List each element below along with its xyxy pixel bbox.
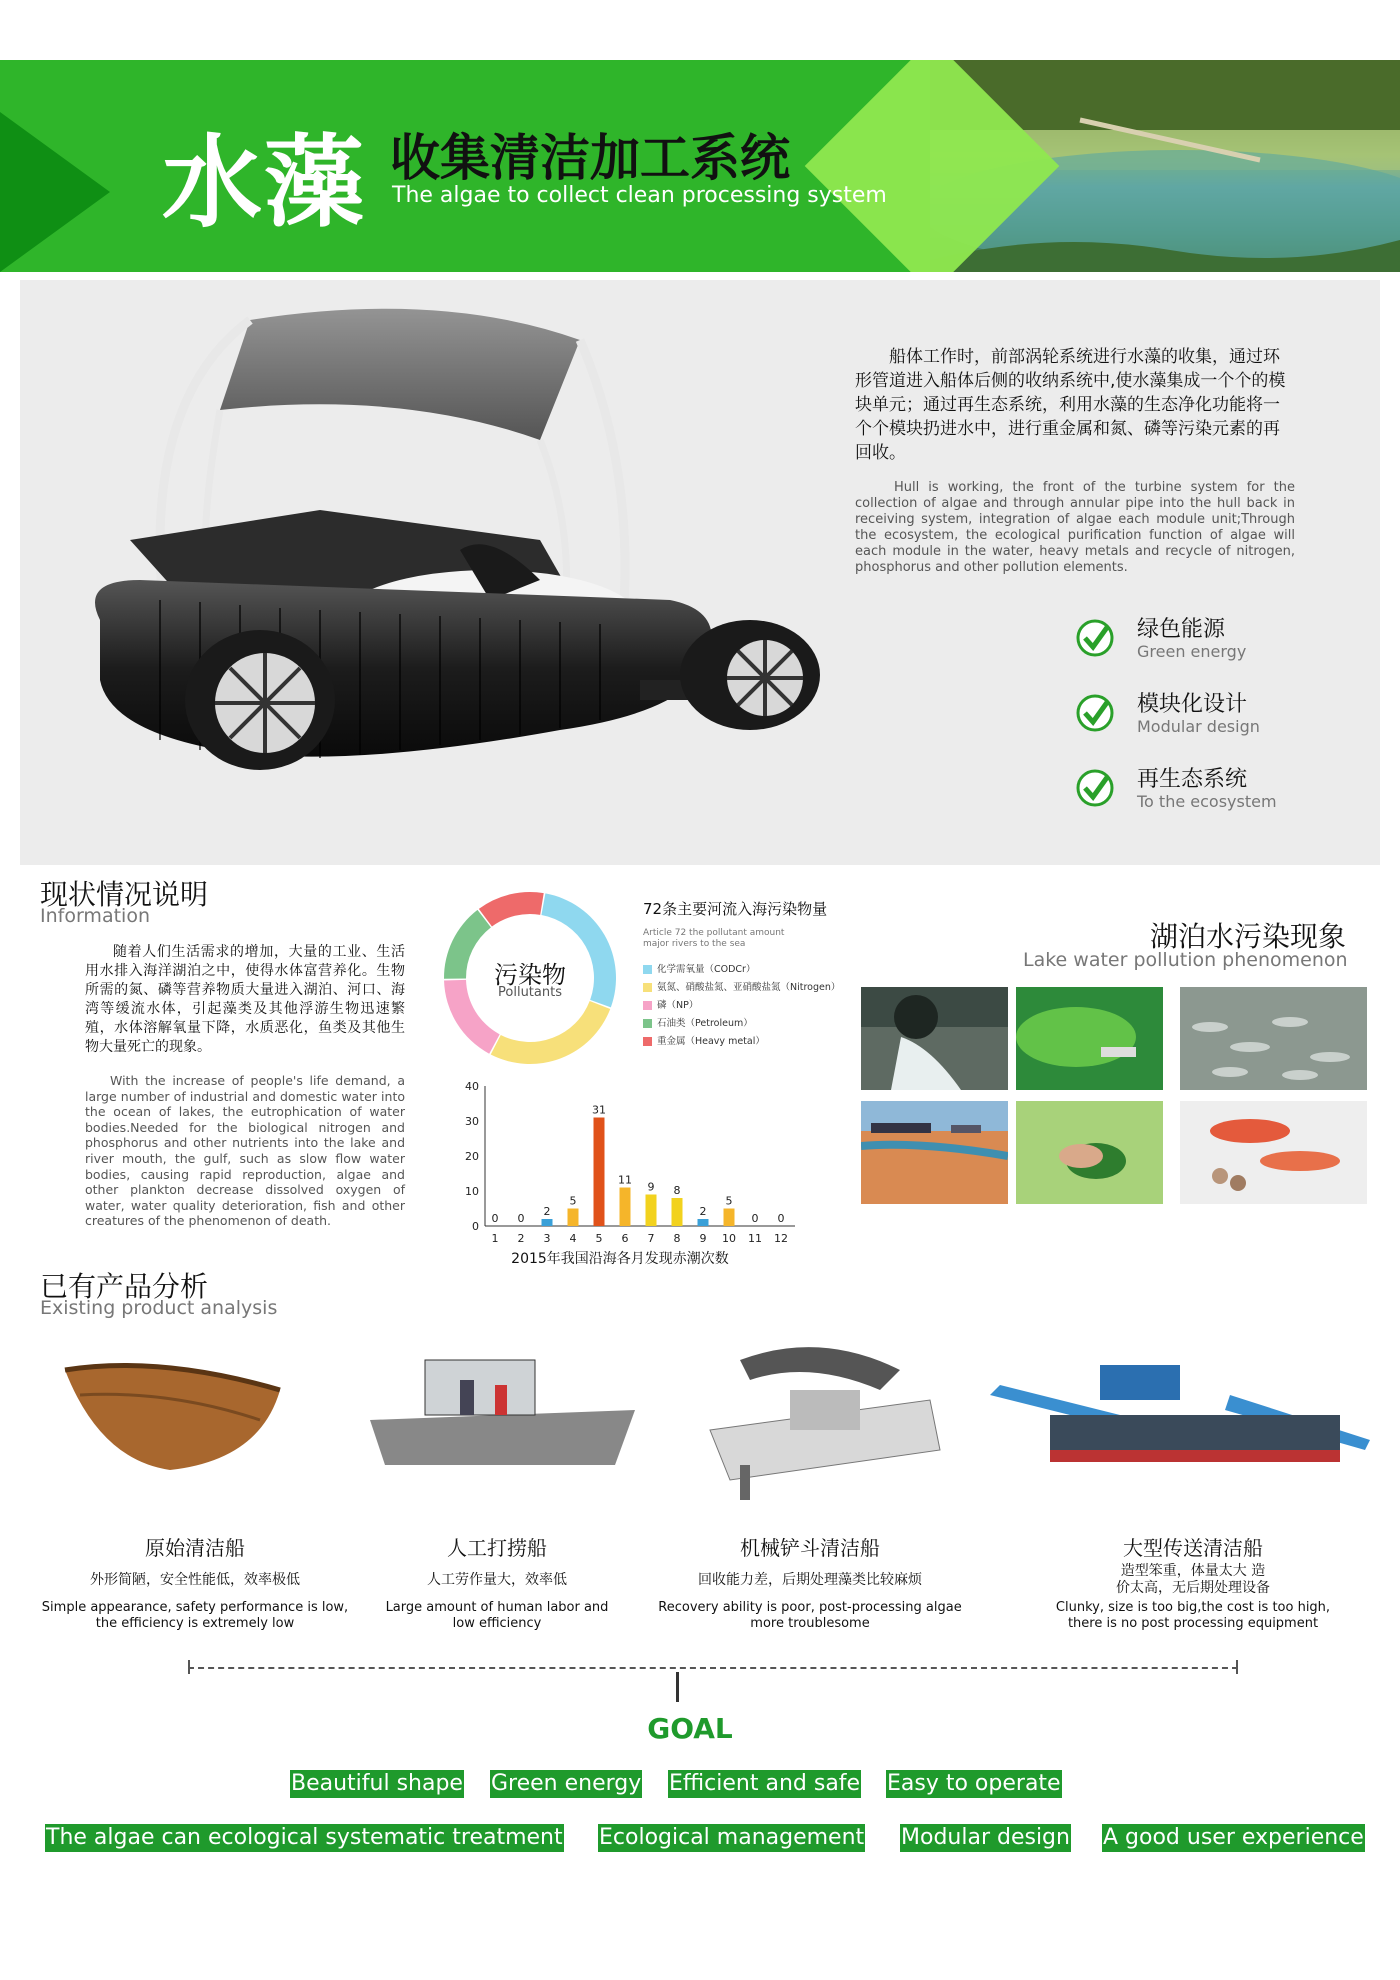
bar-value-label: 5 <box>569 1194 577 1208</box>
information-body-cn: 随着人们生活需求的增加，大量的工业、生活用水排入海洋湖泊之中，使得水体富营养化。生物所需的氮、磷等营养物质大量进入湖泊、河口、海湾等缓流水体，引起藻类及其他浮游生物迅速繁殖，水体溶解氧量下降，水质恶化，鱼类及其他生物大量死亡的现象。 <box>85 944 405 1055</box>
y-tick-label: 40 <box>465 1080 479 1093</box>
check-circle-icon <box>1075 768 1115 808</box>
x-tick-label: 2 <box>517 1232 525 1245</box>
lake-title-en: Lake water pollution phenomenon <box>1023 949 1348 971</box>
legend-swatch <box>643 1019 652 1028</box>
goal-connector-line <box>676 1672 679 1702</box>
legend-item <box>643 979 840 993</box>
legend-label: 氨氮、硝酸盐氮、亚硝酸盐氮（Nitrogen） <box>657 982 841 993</box>
bar-value-label: 11 <box>618 1173 632 1187</box>
bar <box>620 1188 631 1227</box>
products-title-en: Existing product analysis <box>40 1297 278 1319</box>
x-tick-label: 1 <box>491 1232 499 1245</box>
decor-triangle <box>0 112 110 272</box>
legend-label: 磷（NP） <box>657 1000 699 1011</box>
legend-swatch <box>643 1001 652 1010</box>
feature-ecosystem <box>1075 762 1375 822</box>
product-image-bucket-boat <box>700 1330 950 1505</box>
donut-title: 72条主要河流入海污染物量 <box>643 900 828 918</box>
donut-center-cn: 污染物 <box>494 961 566 989</box>
x-tick-label: 10 <box>722 1232 736 1245</box>
check-circle-icon <box>1075 618 1115 658</box>
check-circle-icon <box>1075 693 1115 733</box>
y-tick-label: 30 <box>465 1115 479 1128</box>
goal-tag: Efficient and safe <box>669 1771 861 1796</box>
x-tick-label: 5 <box>595 1232 603 1245</box>
bar <box>698 1219 709 1226</box>
legend-label: 重金属（Heavy metal） <box>657 1036 765 1047</box>
information-body-en: With the increase of people's life demand, a large number of industrial and domestic water into the ocean of lakes, the eutrophication of water bodies.Needed for the biological nitrogen and phosphorus and other nutrients into the lake and river mouth, the gulf, such as slow flow water bodies, causing rapid reproduction, algae and other plankton decrease dissolved oxygen of water, water quality deterioration, fish and other creatures of the phenomenon of death. <box>85 1073 405 1229</box>
information-title-en: Information <box>40 905 150 927</box>
goal-tag: Modular design <box>901 1825 1070 1850</box>
legend-label: 石油类（Petroleum） <box>657 1018 753 1029</box>
legend-item <box>643 961 755 975</box>
x-tick-label: 11 <box>748 1232 762 1245</box>
product-desc-cn: 人工劳作量大，效率低 <box>427 1572 567 1588</box>
legend-item <box>643 1033 765 1047</box>
lake-photo-pipe-discharge <box>861 987 1008 1090</box>
lake-photo-orange-water <box>861 1101 1008 1204</box>
divider-tick-left <box>188 1660 190 1674</box>
product-desc-cn: 造型笨重，体量太大 造价太高，无后期处理设备 <box>1116 1563 1270 1596</box>
feature-label-en: Modular design <box>1137 717 1260 736</box>
bar-chart-xlabel: 2015年我国沿海各月发现赤潮次数 <box>511 1251 729 1267</box>
donut-slice <box>479 892 544 927</box>
bar <box>646 1195 657 1227</box>
x-tick-label: 3 <box>543 1232 551 1245</box>
lake-photo-algae-boat <box>1016 987 1163 1090</box>
product-name: 机械铲斗清洁船 <box>740 1536 880 1560</box>
bar-value-label: 9 <box>647 1180 655 1194</box>
bar-value-label: 2 <box>699 1205 707 1218</box>
product-image-wooden-boat <box>60 1350 290 1480</box>
goal-tag: Easy to operate <box>887 1771 1061 1796</box>
feature-label-cn: 再生态系统 <box>1137 767 1248 792</box>
x-tick-label: 12 <box>774 1232 788 1245</box>
hero-description-cn: 船体工作时，前部涡轮系统进行水藻的收集，通过环形管道进入船体后侧的收纳系统中,使水藻集成一个个的模块单元；通过再生态系统，利用水藻的生态净化功能将一个个模块扔进水中，进行重金属和氮、磷等污染元素的再回收。 <box>855 347 1286 463</box>
goal-label: GOAL <box>647 1712 733 1745</box>
lake-title-cn: 湖泊水污染现象 <box>1150 920 1347 953</box>
bar-value-label: 0 <box>777 1212 785 1225</box>
product-name: 大型传送清洁船 <box>1123 1536 1263 1560</box>
lake-photo-seafood <box>1180 1101 1367 1204</box>
goal-tag: The algae can ecological systematic treatment <box>46 1825 563 1850</box>
product-desc-en: Large amount of human labor and low efficiency <box>385 1600 609 1631</box>
title-main: 水藻 <box>162 124 366 241</box>
x-tick-label: 7 <box>647 1232 655 1245</box>
feature-label-cn: 绿色能源 <box>1137 617 1226 642</box>
title-cn: 收集清洁加工系统 <box>390 129 790 187</box>
y-tick-label: 20 <box>465 1150 479 1163</box>
x-tick-label: 8 <box>673 1232 681 1245</box>
bar <box>724 1209 735 1227</box>
product-image-conveyor-boat <box>990 1355 1375 1465</box>
feature-green-energy <box>1075 612 1375 672</box>
goal-tag: Beautiful shape <box>291 1771 463 1796</box>
products-title-cn: 已有产品分析 <box>40 1270 209 1303</box>
bar <box>672 1198 683 1226</box>
product-name: 人工打捞船 <box>447 1536 547 1560</box>
y-tick-label: 0 <box>472 1220 479 1233</box>
product-desc-cn: 回收能力差，后期处理藻类比较麻烦 <box>698 1572 922 1588</box>
x-tick-label: 6 <box>621 1232 629 1245</box>
legend-item <box>643 1015 753 1029</box>
information-title-cn: 现状情况说明 <box>40 878 209 911</box>
lake-photo-dead-fish <box>1180 987 1367 1090</box>
donut-subtitle: Article 72 the pollutant amount major rivers to the sea <box>643 928 785 949</box>
feature-modular-design <box>1075 687 1375 747</box>
legend-item <box>643 997 698 1011</box>
legend-swatch <box>643 1037 652 1046</box>
product-image-manual-boat <box>365 1340 645 1470</box>
bar-value-label: 8 <box>673 1184 681 1197</box>
legend-swatch <box>643 965 652 974</box>
bar-value-label: 0 <box>491 1212 499 1225</box>
bar <box>568 1209 579 1227</box>
hero-description-en: Hull is working, the front of the turbine system for the collection of algae and through annular pipe into the hull back in receiving system, integration of algae each module unit;Through the ecosystem, the ecological purification function of algae will each module in the water, heavy metals and recycle of nitrogen, phosphorus and other pollution elements. <box>855 480 1295 575</box>
legend-label: 化学需氧量（CODCr） <box>657 964 756 975</box>
product-desc-en: Clunky, size is too big,the cost is too high, there is no post processing equipment <box>1055 1600 1331 1631</box>
product-desc-cn: 外形简陋，安全性能低，效率极低 <box>90 1572 300 1588</box>
bar-value-label: 5 <box>725 1194 733 1208</box>
product-desc-en: Simple appearance, safety performance is low, the efficiency is extremely low <box>41 1600 349 1631</box>
bar-value-label: 0 <box>751 1212 759 1225</box>
legend-swatch <box>643 983 652 992</box>
donut-slice <box>491 1001 610 1064</box>
bar <box>594 1118 605 1227</box>
title-en: The algae to collect clean processing system <box>392 183 887 208</box>
dashed-divider <box>188 1667 1238 1669</box>
donut-center-en: Pollutants <box>498 985 562 1000</box>
bar-value-label: 0 <box>517 1212 525 1225</box>
divider-tick-right <box>1236 1660 1238 1674</box>
goal-tag: A good user experience <box>1103 1825 1364 1850</box>
product-desc-en: Recovery ability is poor, post-processing algae more troublesome <box>658 1600 962 1631</box>
lake-photo-algae-hands <box>1016 1101 1163 1204</box>
x-tick-label: 4 <box>569 1232 577 1245</box>
red-tide-bar-chart <box>440 1075 800 1275</box>
x-tick-label: 9 <box>699 1232 707 1245</box>
bar-value-label: 31 <box>592 1103 606 1117</box>
feature-label-en: To the ecosystem <box>1137 792 1277 811</box>
feature-label-cn: 模块化设计 <box>1137 692 1248 717</box>
bar-value-label: 2 <box>543 1205 551 1218</box>
goal-tag: Ecological management <box>599 1825 865 1850</box>
feature-label-en: Green energy <box>1137 642 1247 661</box>
bar <box>542 1219 553 1226</box>
goal-tag: Green energy <box>491 1771 642 1796</box>
product-name: 原始清洁船 <box>145 1536 245 1560</box>
y-tick-label: 10 <box>465 1185 479 1198</box>
